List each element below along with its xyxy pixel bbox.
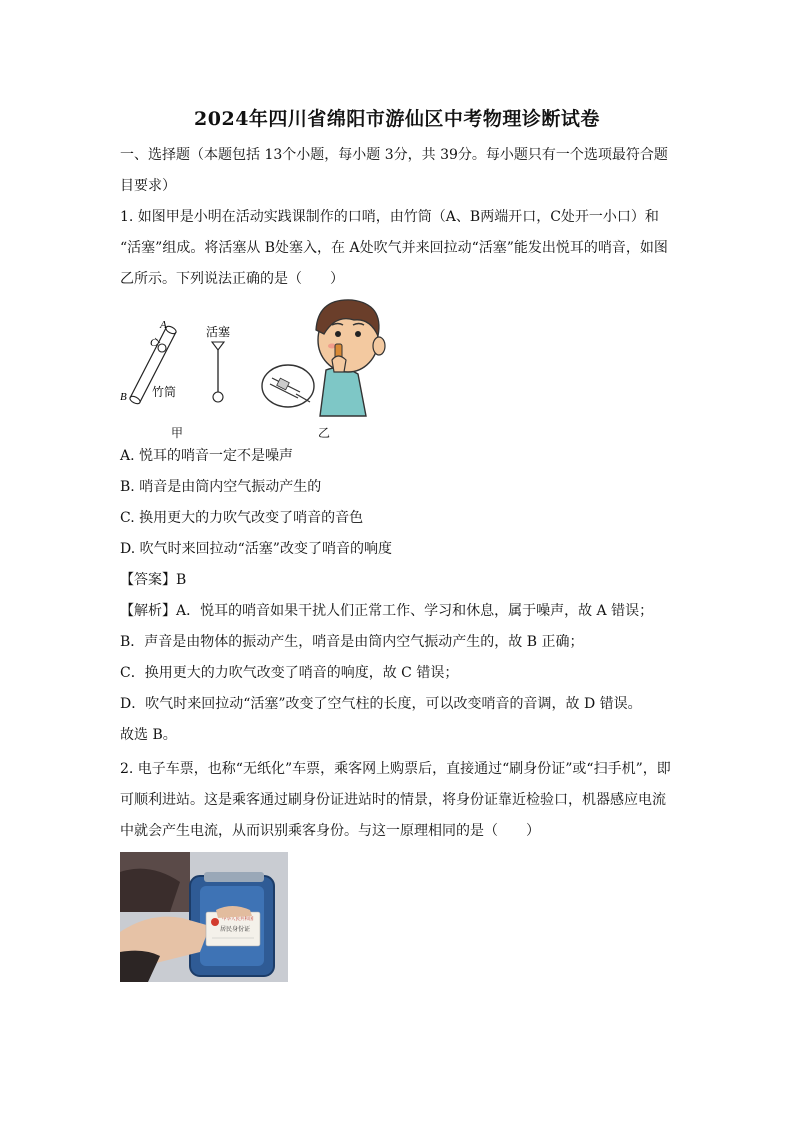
q1-stem-line-2: “活塞”组成。将活塞从 B处塞入，在 A处吹气并来回拉动“活塞”能发出悦耳的哨音，如图 bbox=[120, 240, 668, 256]
id-card-line-2: 居民身份证 bbox=[220, 926, 251, 933]
q1-option-c: C. 换用更大的力吹气改变了哨音的音色 bbox=[120, 510, 364, 526]
section-heading-line-2: 目要求） bbox=[120, 178, 176, 194]
piston bbox=[212, 342, 224, 402]
q1-analysis-line-5: 故选 B。 bbox=[120, 727, 177, 743]
id-card-photo-drawing bbox=[120, 852, 288, 982]
q1-answer: 【答案】B bbox=[120, 572, 187, 588]
figure-boy-illustration bbox=[258, 294, 388, 422]
q1-analysis-line-4: D．吹气时来回拉动“活塞”改变了空气柱的长度，可以改变哨音的音调，故 D 错误。 bbox=[120, 696, 642, 712]
q1-stem-line-1: 1. 如图甲是小明在活动实践课制作的口哨，由竹筒（A、B两端开口，C处开一小口）和 bbox=[120, 209, 659, 225]
label-b: B bbox=[120, 391, 127, 403]
label-piston: 活塞 bbox=[206, 325, 231, 339]
q1-option-d: D. 吹气时来回拉动“活塞”改变了哨音的响度 bbox=[120, 541, 392, 557]
id-card-line-1: 中华人民共和国 bbox=[222, 917, 254, 922]
q1-analysis-line-1: 【解析】A．悦耳的哨音如果干扰人们正常工作、学习和休息，属于噪声，故 A 错误； bbox=[120, 603, 654, 619]
q2-stem-line-3: 中就会产生电流，从而识别乘客身份。与这一原理相同的是（ ） bbox=[120, 823, 540, 839]
id-card-reader-photo bbox=[120, 852, 288, 982]
figure-caption-left: 甲 bbox=[171, 426, 184, 440]
q2-stem-line-1: 2. 电子车票，也称“无纸化”车票，乘客网上购票后，直接通过“刷身份证”或“扫手机”，即 bbox=[120, 761, 671, 777]
figure-whistle-diagram bbox=[112, 306, 252, 416]
q2-stem-line-2: 可顺利进站。这是乘客通过刷身份证进站时的情景，将身份证靠近检验口，机器感应电流 bbox=[120, 792, 666, 808]
q1-option-b: B. 哨音是由筒内空气振动产生的 bbox=[120, 479, 322, 495]
label-tube: 竹筒 bbox=[152, 385, 177, 399]
section-heading-line-1: 一、选择题（本题包括 13个小题，每小题 3分，共 39分。每小题只有一个选项最符合题 bbox=[120, 147, 668, 163]
label-c: C bbox=[150, 337, 158, 349]
whistle-zoom-icon bbox=[262, 365, 314, 407]
page-title: 2024年四川省绵阳市游仙区中考物理诊断试卷 bbox=[194, 108, 600, 130]
q1-option-a: A. 悦耳的哨音一定不是噪声 bbox=[120, 448, 294, 464]
figure-caption-right: 乙 bbox=[318, 426, 331, 440]
label-a: A bbox=[160, 319, 167, 331]
q1-analysis-line-2: B．声音是由物体的振动产生，哨音是由筒内空气振动产生的，故 B 正确； bbox=[120, 634, 584, 650]
boy-icon bbox=[316, 300, 385, 416]
q1-stem-line-3: 乙所示。下列说法正确的是（ ） bbox=[120, 271, 344, 287]
q1-analysis-line-3: C．换用更大的力吹气改变了哨音的响度，故 C 错误； bbox=[120, 665, 459, 681]
